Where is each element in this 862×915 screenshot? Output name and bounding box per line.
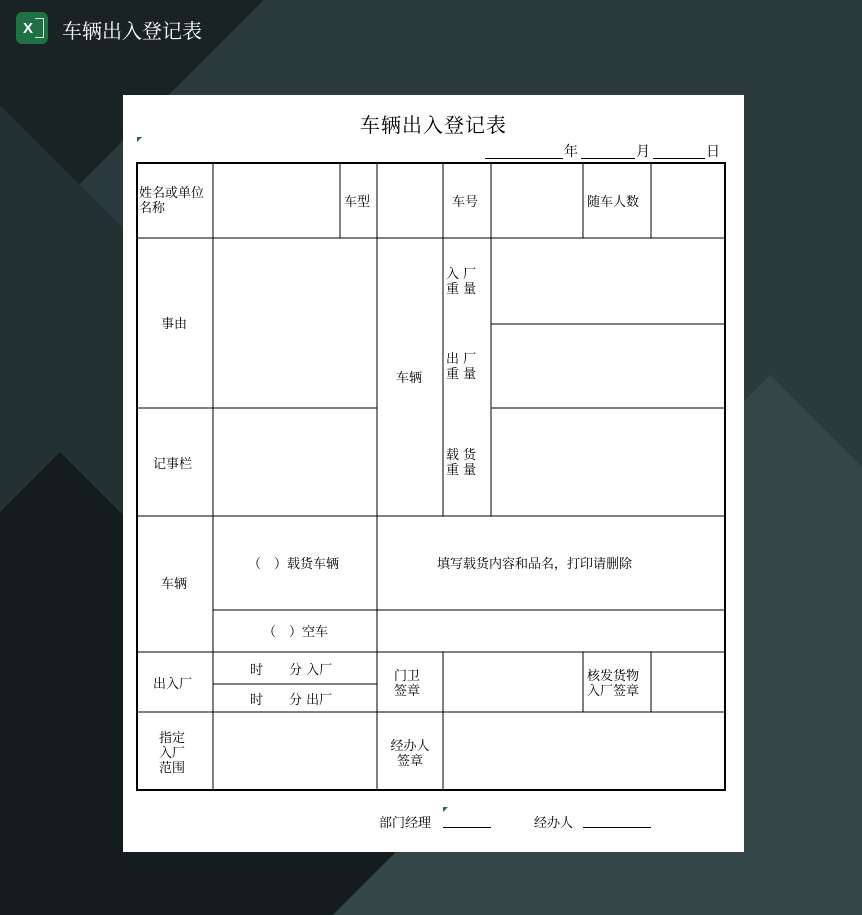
plate-no-label: 车号 (452, 195, 479, 210)
cargo-hint: 填写载货内容和品名，打印请删除 (437, 557, 633, 572)
year-label: 年 (564, 144, 578, 160)
in-weight-label: 入 厂 重 量 (446, 267, 477, 297)
excel-icon (16, 12, 48, 44)
reason-label: 事由 (161, 317, 188, 332)
day-label: 日 (706, 144, 720, 160)
window-title: 车辆出入登记表 (62, 19, 202, 43)
vehicle-label: 车辆 (396, 371, 423, 386)
issuer-sign-label: 核发货物入厂签章 (587, 669, 640, 699)
scope-label: 指定入厂范围 (159, 731, 186, 776)
cell-marker-icon (443, 807, 448, 812)
excel-icon-letter: X (22, 19, 33, 37)
vehicle-status-label: 车辆 (161, 577, 188, 592)
name-unit-label: 姓名或单位名称 (139, 186, 205, 216)
manager-label: 部门经理 (379, 816, 432, 831)
guard-sign-label: 门卫签章 (394, 669, 421, 699)
month-label: 月 (636, 144, 650, 160)
document-page (123, 95, 744, 852)
handler-blank[interactable] (583, 813, 651, 828)
time-in-label: 时 分 入厂 (250, 663, 333, 678)
excel-icon-sheet (35, 18, 44, 38)
handler-sign-label: 经办人签章 (390, 739, 430, 769)
handler-label: 经办人 (534, 816, 574, 831)
passengers-label: 随车人数 (587, 195, 640, 210)
out-weight-label: 出 厂 重 量 (446, 352, 477, 382)
in-out-label: 出入厂 (153, 677, 193, 692)
cargo-weight-label: 载 货 重 量 (446, 448, 477, 478)
vehicle-type-label: 车型 (344, 195, 371, 210)
title-bar (0, 0, 862, 58)
manager-blank[interactable] (443, 813, 491, 828)
notes-label: 记事栏 (153, 457, 193, 472)
loaded-vehicle-option[interactable]: （ ）载货车辆 (248, 557, 340, 572)
document-title: 车辆出入登记表 (360, 113, 507, 137)
time-out-label: 时 分 出厂 (250, 693, 333, 708)
empty-vehicle-option[interactable]: （ ）空车 (263, 625, 329, 640)
